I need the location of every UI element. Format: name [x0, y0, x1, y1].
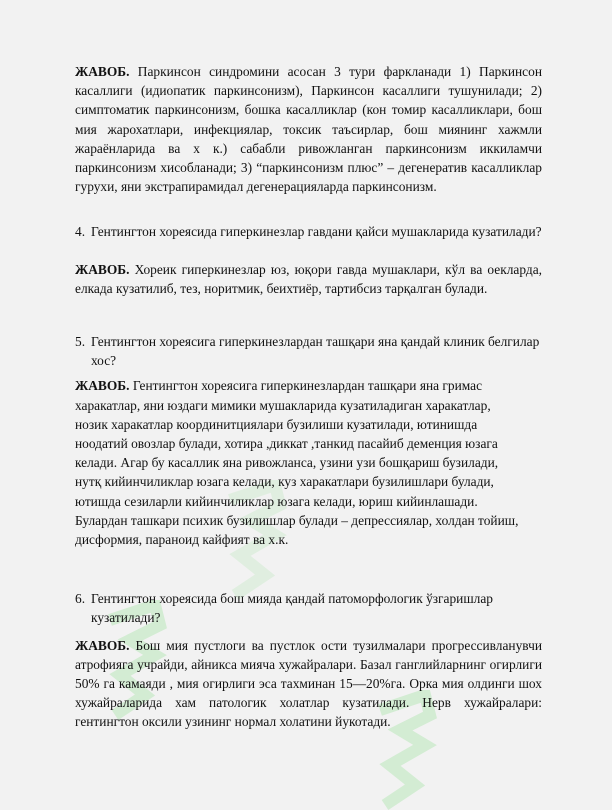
answer-label: ЖАВОБ. — [75, 261, 130, 277]
answer-line: келади. Агар бу касаллик яна ривожланса, узини узи бошқариш бузилади, — [75, 455, 499, 471]
answer-paragraph-1 — [75, 62, 542, 196]
question-text: Гентингтон хореясига гиперкинезлардан ташқари яна қандай клиник белгилар хос? — [91, 334, 540, 369]
document-body — [75, 62, 542, 732]
question-number: 6. — [75, 591, 86, 607]
question-text: Гентингтон хореясида бош мияда қандай патоморфологик ўзгаришлар кузатилади? — [91, 591, 493, 626]
answer-text: Паркинсон синдромини асосан 3 тури фаркланади 1) Паркинсон касаллиги (идиопатик паркинсонизм), Паркинсон касаллиги тушунилади; 2) симптоматик паркинсонизм, бошка касалликлар (кон томир касалликлари, бош мия жарохатлари, инфекциялар, токсик таъсирлар, бош миянинг хажмли жараёнларида ва х к.) сабабли ривожланган паркинсонизм иккиламчи паркинсонизм хисобланади; 3) “паркинсонизм плюс” – дегенератив касалликлар гурухи, яни экстрапирамидал дегенерацияларда паркинсонизм. — [75, 64, 542, 195]
answer-paragraph-5 — [75, 376, 542, 549]
question-number: 5. — [75, 334, 86, 350]
answer-paragraph-4 — [75, 260, 542, 298]
answer-line: нутқ кийинчиликлар юзага келади, куз харакатлари бузилишлари булади, — [75, 474, 494, 490]
question-4 — [75, 222, 542, 241]
question-text: Гентингтон хореясида гиперкинезлар гавдани қайси мушакларида кузатилади? — [91, 224, 542, 240]
question-5 — [75, 332, 542, 370]
answer-line: ноодатий овозлар булади, хотира ,диккат ,танкид пасайиб деменция юзага — [75, 436, 498, 452]
answer-paragraph-6 — [75, 636, 542, 732]
answer-line: ЖАВОБ. Гентингтон хореясига гиперкинезлардан ташқари яна гримас — [75, 378, 483, 394]
question-6 — [75, 589, 542, 627]
answer-label: ЖАВОБ. — [75, 637, 130, 653]
answer-line: ютишда сезиларли кийинчиликлар юзага келади, юриш кийинлашади. — [75, 493, 478, 509]
answer-line: нозик харакатлар координитциялари бузилиши кузатилади, ютинишда — [75, 416, 478, 432]
answer-text: Хореик гиперкинезлар юз, юқори гавда мушаклари, кўл ва оекларда, елкада кузатилиб, тез, норитмик, беихтиёр, тартибсиз тарқалган булади. — [75, 261, 542, 296]
answer-line: дисформия, параноид кайфият ва х.к. — [75, 532, 289, 548]
answer-label: ЖАВОБ. — [75, 378, 130, 394]
answer-line: Булардан ташкари психик бузилишлар булади – депрессиялар, холдан тойиш, — [75, 512, 519, 528]
answer-label: ЖАВОБ. — [75, 64, 130, 79]
question-number: 4. — [75, 224, 86, 240]
answer-line: харакатлар, яни юздаги мимики мушакларида кузатиладиган харакатлар, — [75, 397, 491, 413]
answer-text: Бош мия пустлоги ва пустлок ости тузилмалари прогрессивланувчи атрофияга учрайди, айникса мияча хужайралари. Базал ганглийларнинг огирлиги 50% га камаяди , мия огирлиги эса тахминан 15—20%га. Орка мия олдинги шох хужайраларида хам патологик холатлар кузатилади. Нерв хужайралари: гентингтон оксили узининг нормал холатини йукотади. — [75, 637, 542, 730]
